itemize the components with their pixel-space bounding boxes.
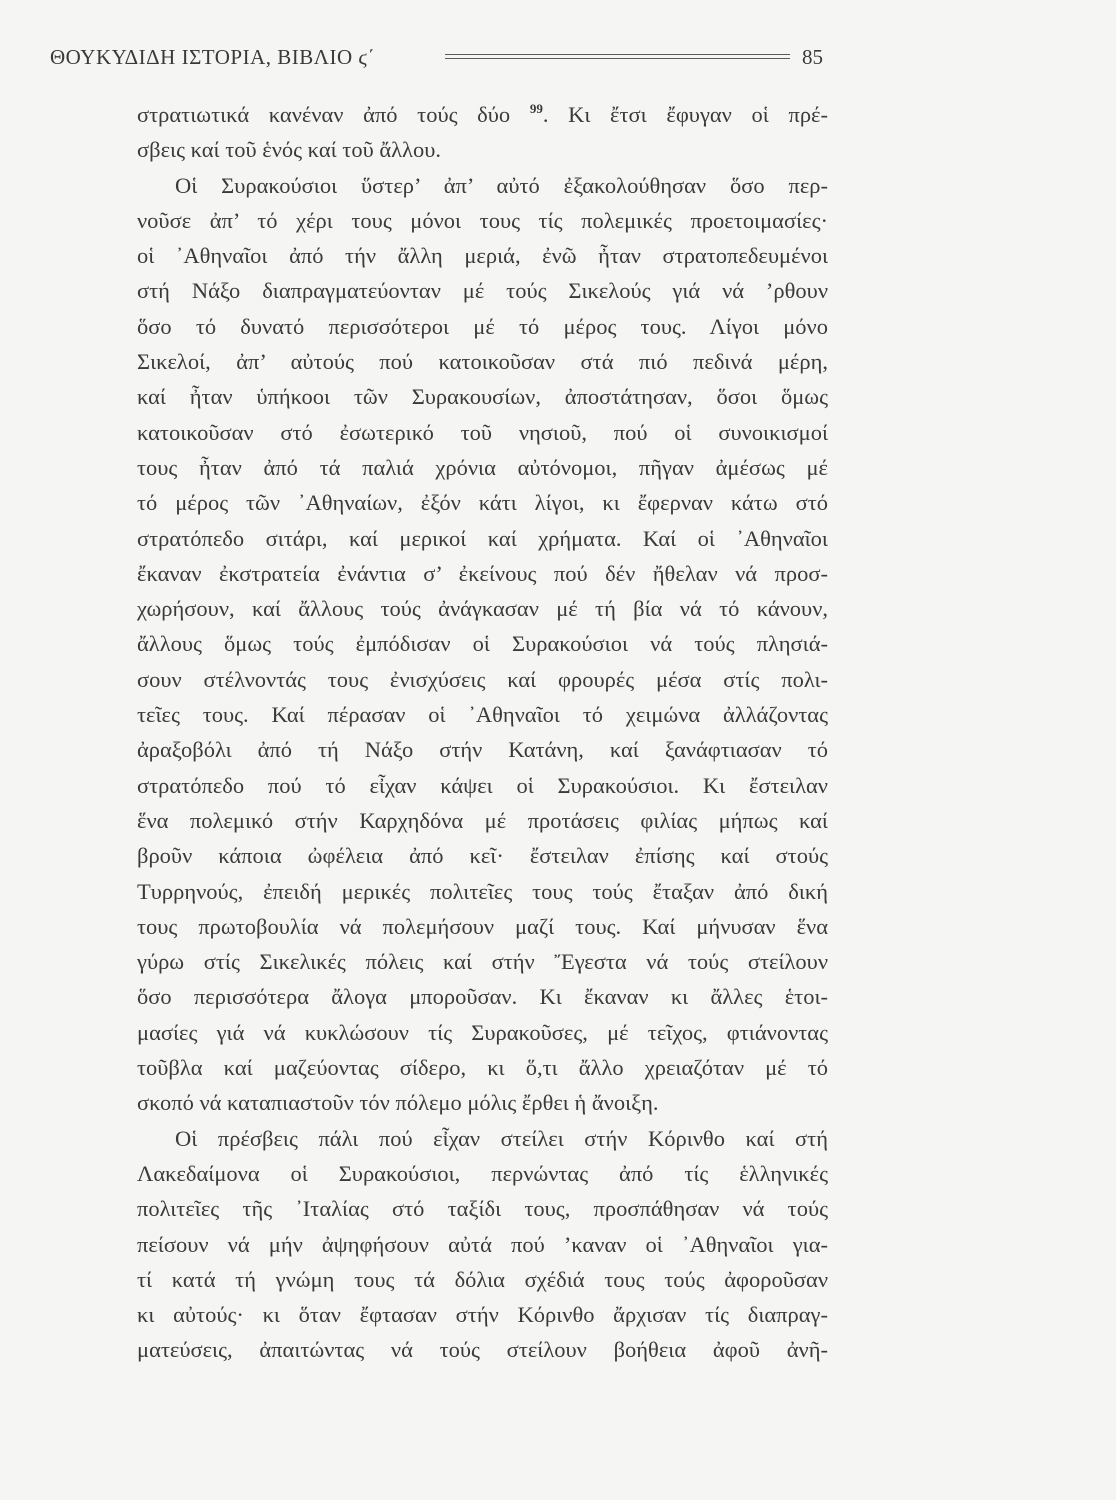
text-segment: στρατιωτικά κανέναν ἀπό τούς δύο: [137, 102, 530, 127]
text-line: τό μέρος τῶν ᾿Αθηναίων, ἐξόν κάτι λίγοι, κι ἔφερναν κάτω στό: [137, 490, 828, 516]
page-number: 85: [802, 45, 823, 69]
text-line: βροῦν κάποια ὠφέλεια ἀπό κεῖ· ἔστειλαν ἐπίσης καί στούς: [137, 843, 828, 869]
text-line: στή Νάξο διαπραγματεύονταν μέ τούς Σικελούς γιά νά ’ρθουν: [137, 278, 828, 304]
text-segment: . Κι ἔτσι ἔφυγαν οἱ πρέ-: [542, 102, 828, 127]
text-line: ἕνα πολεμικό στήν Καρχηδόνα μέ προτάσεις φιλίας μήπως καί: [137, 807, 828, 833]
running-head-title: ΘΟΥΚΥΔΙΔΗ ΙΣΤΟΡΙΑ, ΒΙΒΛΙΟ ϛ΄: [50, 45, 376, 69]
text-line: στρατόπεδο πού τό εἶχαν κάψει οἱ Συρακούσιοι. Κι ἔστειλαν: [137, 772, 828, 798]
text-line: σκοπό νά καταπιαστοῦν τόν πόλεμο μόλις ἔρθει ἡ ἄνοιξη.: [137, 1090, 659, 1116]
paragraph: [137, 97, 828, 168]
text-line: σουν στέλνοντάς τους ἐνισχύσεις καί φρουρές μέσα στίς πολι-: [137, 666, 828, 692]
text-line: τους ἦταν ἀπό τά παλιά χρόνια αὐτόνομοι, πῆγαν ἀμέσως μέ: [137, 454, 828, 480]
paragraph: [137, 1121, 828, 1368]
text-line: Οἱ Συρακούσιοι ὕστερ’ ἀπ’ αὐτό ἐξακολούθησαν ὅσο περ-: [175, 172, 828, 198]
text-line: ὅσο τό δυνατό περισσότεροι μέ τό μέρος τους. Λίγοι μόνο: [137, 313, 828, 339]
running-head: [50, 42, 830, 72]
paragraph: [137, 168, 828, 1121]
text-line: τεῖες τους. Καί πέρασαν οἱ ᾿Αθηναῖοι τό χειμώνα ἀλλάζοντας: [137, 702, 828, 728]
header-double-rule: [445, 54, 790, 59]
text-line: καί ἦταν ὑπήκοοι τῶν Συρακουσίων, ἀποστάτησαν, ὅσοι ὅμως: [137, 384, 828, 410]
text-line: Λακεδαίμονα οἱ Συρακούσιοι, περνώντας ἀπό τίς ἑλληνικές: [137, 1160, 828, 1186]
text-line: κι αὐτούς· κι ὅταν ἔφτασαν στήν Κόρινθο ἄρχισαν τίς διαπραγ-: [137, 1302, 828, 1328]
text-line: νοῦσε ἀπ’ τό χέρι τους μόνοι τους τίς πολεμικές προετοιμασίες·: [137, 207, 828, 233]
text-line: ἄλλους ὅμως τούς ἐμπόδισαν οἱ Συρακούσιοι νά τούς πλησιά-: [137, 631, 828, 657]
text-line: Οἱ πρέσβεις πάλι πού εἶχαν στείλει στήν Κόρινθο καί στή: [175, 1125, 828, 1151]
text-line: οἱ ᾿Αθηναῖοι ἀπό τήν ἄλλη μεριά, ἐνῶ ἦταν στρατοπεδευμένοι: [137, 243, 828, 269]
text-line: [137, 97, 828, 132]
text-line: πείσουν νά μήν ἀψηφήσουν αὐτά πού ’καναν οἱ ᾿Αθηναῖοι για-: [137, 1231, 828, 1257]
text-line: κατοικοῦσαν στό ἐσωτερικό τοῦ νησιοῦ, πού οἱ συνοικισμοί: [137, 419, 828, 445]
text-line: γύρω στίς Σικελικές πόλεις καί στήν Ἔγεστα νά τούς στείλουν: [137, 949, 828, 975]
text-line: πολιτεῖες τῆς ᾿Ιταλίας στό ταξίδι τους, προσπάθησαν νά τούς: [137, 1196, 828, 1222]
text-line: τί κατά τή γνώμη τους τά δόλια σχέδιά τους τούς ἀφοροῦσαν: [137, 1266, 828, 1292]
body-text: [137, 97, 828, 1368]
text-line: τοῦβλα καί μαζεύοντας σίδερο, κι ὅ,τι ἄλλο χρειαζόταν μέ τό: [137, 1055, 828, 1081]
text-line: Σικελοί, ἀπ’ αὐτούς πού κατοικοῦσαν στά πιό πεδινά μέρη,: [137, 349, 828, 375]
text-line: σβεις καί τοῦ ἑνός καί τοῦ ἄλλου.: [137, 137, 441, 163]
text-line: ἀραξοβόλι ἀπό τή Νάξο στήν Κατάνη, καί ξανάφτιασαν τό: [137, 737, 828, 763]
text-line: ἔκαναν ἐκστρατεία ἐνάντια σ’ ἐκείνους πού δέν ἤθελαν νά προσ-: [137, 560, 828, 586]
text-line: ὅσο περισσότερα ἄλογα μποροῦσαν. Κι ἔκαναν κι ἄλλες ἑτοι-: [137, 984, 828, 1010]
text-line: τους πρωτοβουλία νά πολεμήσουν μαζί τους. Καί μήνυσαν ἕνα: [137, 913, 828, 939]
text-line: χωρήσουν, καί ἄλλους τούς ἀνάγκασαν μέ τή βία νά τό κάνουν,: [137, 596, 828, 622]
text-line: στρατόπεδο σιτάρι, καί μερικοί καί χρήματα. Καί οἱ ᾿Αθηναῖοι: [137, 525, 828, 551]
text-line: μασίες γιά νά κυκλώσουν τίς Συρακοῦσες, μέ τεῖχος, φτιάνοντας: [137, 1019, 828, 1045]
footnote-reference: 99: [529, 101, 543, 116]
text-line: ματεύσεις, ἀπαιτώντας νά τούς στείλουν βοήθεια ἀφοῦ ἀνῆ-: [137, 1337, 828, 1363]
text-line: Τυρρηνούς, ἐπειδή μερικές πολιτεῖες τους τούς ἔταξαν ἀπό δική: [137, 878, 828, 904]
